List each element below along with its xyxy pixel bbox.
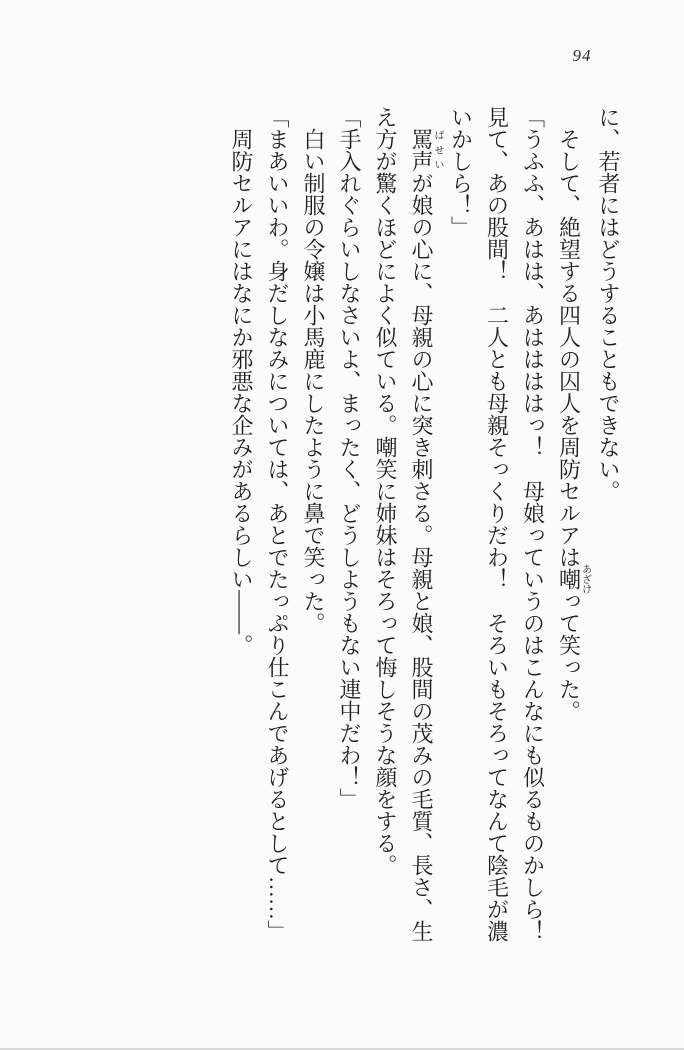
text-line: 「まあいいわ。身だしなみについては、あとでたっぷり仕こんであげるとして……」 — [265, 106, 290, 942]
text-line: に、若者にはどうすることもできない。 — [596, 106, 621, 502]
ruby-annotated-word: 嘲あざけ — [556, 564, 591, 594]
page-number: 94 — [572, 46, 592, 65]
text-line: 「うふふ、あはは、あははははっ！ 母娘っていうのはこんなにも似るものかしら！ — [520, 106, 546, 942]
ruby-annotated-word: 罵声ばせい — [409, 128, 443, 172]
text-line: 「手入れぐらいしなさいよ、まったく、どうしようもない連中だわ！」 — [337, 106, 362, 810]
text-line: 白い制服の令嬢は小馬鹿にしたように鼻で笑った。 — [301, 128, 326, 634]
text-block — [223, 106, 626, 948]
text-line: 周防セルアにはなにか邪悪な企みがあるらしい――。 — [229, 128, 254, 656]
text-line: え方が驚くほどによく似ている。嘲笑に姉妹はそろって悔しそうな顔をする。 — [373, 106, 398, 876]
text-line: そして、絶望する四人の囚人を周防セルアは嘲あざけって笑った。 — [556, 128, 591, 722]
text-line: 見て、あの股間！ 二人とも母親そっくりだわ！ そろいもそろってなんて陰毛が濃 — [484, 106, 510, 942]
text-line: 罵声ばせいが娘の心に、母親の心に突き刺さる。母親と娘、股間の茂みの毛質、長さ、生 — [409, 128, 443, 942]
text-line: いかしら！」 — [448, 106, 474, 238]
